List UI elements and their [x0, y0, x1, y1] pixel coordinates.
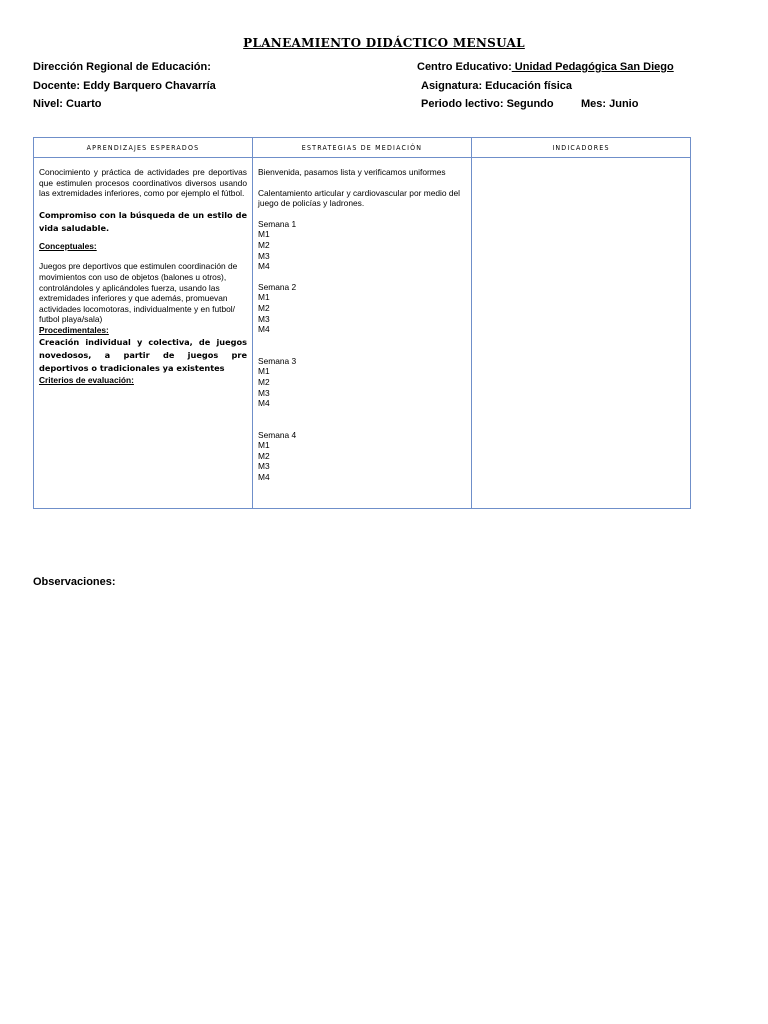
week-item: M1 [258, 292, 270, 303]
column-header-indicadores: INDICADORES [472, 138, 691, 158]
asignatura: Asignatura: Educación física [421, 80, 572, 92]
centro-educativo [417, 61, 674, 73]
week-item: M2 [258, 450, 270, 461]
week-block [258, 430, 466, 483]
week-item: M2 [258, 302, 270, 313]
conceptuales-heading: Conceptuales: [39, 240, 97, 251]
week-title: Semana 1 [258, 218, 297, 229]
week-block [258, 282, 466, 335]
week-item: M3 [258, 461, 270, 472]
week-item: M4 [258, 472, 270, 483]
planning-table [33, 137, 691, 509]
docente: Docente: Eddy Barquero Chavarría [33, 80, 216, 92]
procedimentales-heading: Procedimentales: [39, 324, 109, 335]
document-title: PLANEAMIENTO DIDÁCTICO MENSUAL [243, 36, 525, 50]
mes: Mes: Junio [581, 98, 639, 110]
nivel: Nivel: Cuarto [33, 98, 102, 110]
estrategias-cell [253, 158, 472, 509]
week-title: Semana 2 [258, 281, 297, 292]
week-item: M4 [258, 398, 270, 409]
criterios-heading: Criterios de evaluación: [39, 374, 134, 385]
observaciones-label: Observaciones: [33, 576, 116, 588]
direccion-regional: Dirección Regional de Educación: [33, 61, 211, 73]
week-title: Semana 4 [258, 429, 297, 440]
intro-text-1: Bienvenida, pasamos lista y verificamos uniformes [258, 167, 446, 177]
compromiso-text: Compromiso con la búsqueda de un estilo de vida saludable. [39, 209, 247, 233]
week-item: M3 [258, 250, 270, 261]
week-block [258, 356, 466, 409]
week-item: M1 [258, 366, 270, 377]
week-item: M2 [258, 239, 270, 250]
centro-label: Centro Educativo: [417, 61, 512, 73]
aprendizajes-cell [34, 158, 253, 509]
periodo-lectivo: Periodo lectivo: Segundo [421, 98, 554, 110]
intro-text-2: Calentamiento articular y cardiovascular por medio del juego de policías y ladrones. [258, 187, 461, 209]
column-header-estrategias: ESTRATEGIAS DE MEDIACIÓN [253, 138, 472, 158]
week-title: Semana 3 [258, 355, 297, 366]
week-item: M1 [258, 440, 270, 451]
week-item: M2 [258, 376, 270, 387]
week-item: M3 [258, 313, 270, 324]
centro-value: Unidad Pedagógica San Diego [511, 61, 674, 73]
week-block [258, 219, 466, 272]
week-item: M1 [258, 229, 270, 240]
week-item: M4 [258, 324, 270, 335]
aprendizaje-text: Conocimiento y práctica de actividades pre deportivas que estimulen procesos coordinativos diversos usando las extremidades inferiores, como por ejemplo el fútbol. [39, 167, 247, 199]
indicadores-cell [472, 158, 691, 509]
column-header-aprendizajes: APRENDIZAJES ESPERADOS [34, 138, 253, 158]
week-item: M3 [258, 387, 270, 398]
procedimentales-text: Creación individual y colectiva, de juegos novedosos, a partir de juegos pre deportivos o tradicionales ya existentes [39, 336, 247, 373]
conceptuales-text: Juegos pre deportivos que estimulen coordinación de movimientos con uso de objetos (balones u otros), controlándoles y aplicándoles fuerza, usando las extremidades inferiores y que además, promuevan actividades locomotoras, individualmente y en futbol/ futbol playa/sala) [39, 261, 238, 325]
week-item: M4 [258, 261, 270, 272]
